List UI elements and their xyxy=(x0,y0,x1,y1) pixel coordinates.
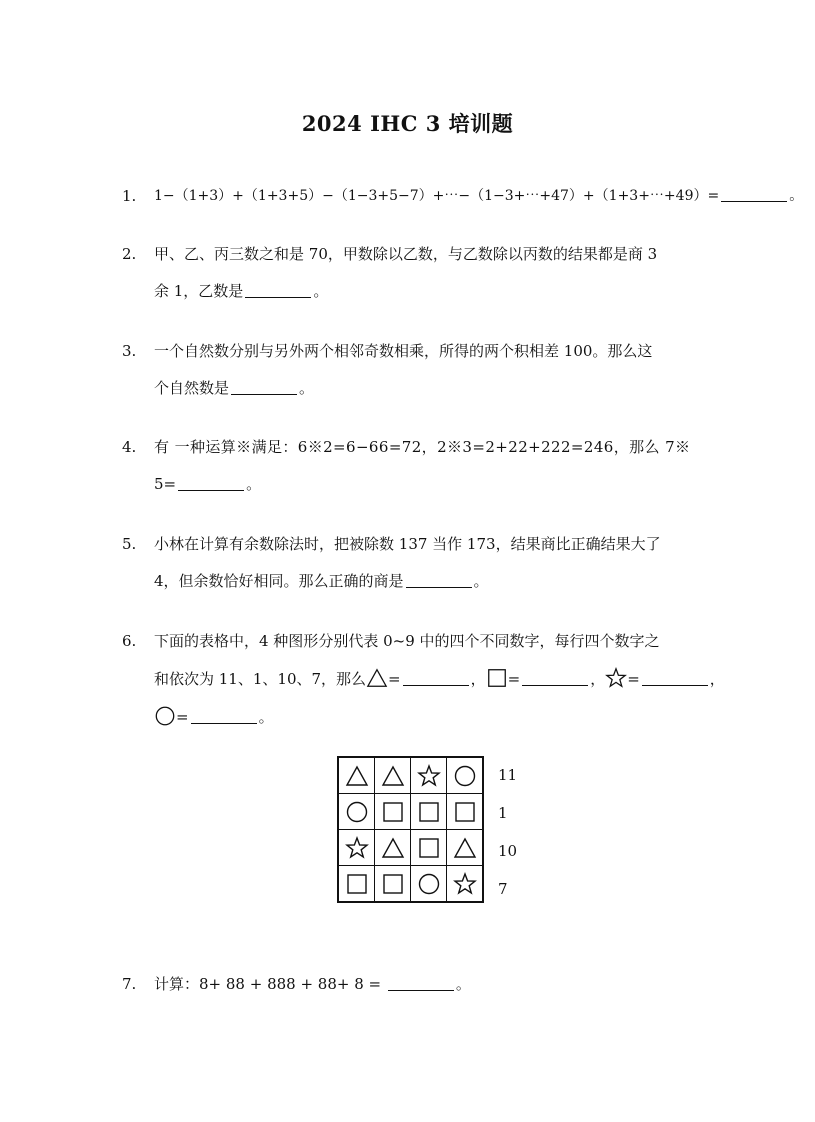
grid-cell xyxy=(338,794,375,830)
answer-blank-square xyxy=(522,667,588,686)
circle-icon xyxy=(154,705,176,727)
equals-sign: = xyxy=(627,670,640,688)
equals-sign: = xyxy=(388,670,401,688)
grid-cell xyxy=(375,757,411,794)
question-number: 6. xyxy=(122,632,137,650)
star-icon xyxy=(453,872,477,896)
square-icon xyxy=(381,800,405,824)
row-sums xyxy=(498,756,517,908)
square-icon xyxy=(486,667,508,689)
grid-cell xyxy=(447,866,484,903)
answer-blank xyxy=(178,472,244,491)
grid-cell xyxy=(447,757,484,794)
question-number: 7. xyxy=(122,975,137,993)
circle-icon xyxy=(453,764,477,788)
grid-row xyxy=(338,757,483,794)
grid-cell xyxy=(447,830,484,866)
question-line-1: 下面的表格中，4 种图形分别代表 0~9 中的四个不同数字，每行四个数字之 xyxy=(154,632,660,650)
question-text: 1−（1+3）+（1+3+5）−（1−3+5−7）+⋯−（1−3+⋯+47）+（1+3+⋯+49）= xyxy=(154,188,720,204)
equals-sign: = xyxy=(507,670,521,688)
question-line-2: 5= xyxy=(154,475,177,493)
square-icon xyxy=(453,800,477,824)
question-line-2: 和依次为 11、1、10、7，那么 xyxy=(154,670,367,688)
triangle-icon xyxy=(345,764,369,788)
row-sum: 10 xyxy=(498,842,518,860)
answer-blank xyxy=(231,376,297,395)
question-text: 计算：8+ 88 + 888 + 88+ 8 = xyxy=(154,975,386,993)
question-number: 3. xyxy=(122,342,137,360)
circle-icon xyxy=(417,872,441,896)
circle-icon xyxy=(345,800,369,824)
question-text-end: 。 xyxy=(258,708,274,726)
grid-cell xyxy=(338,830,375,866)
answer-blank xyxy=(388,972,454,991)
triangle-icon xyxy=(453,836,477,860)
question-number: 4. xyxy=(122,438,137,456)
question-line-1: 一个自然数分别与另外两个相邻奇数相乘，所得的两个积相差 100。那么这 xyxy=(154,342,653,360)
question-6 xyxy=(122,622,725,736)
star-icon xyxy=(417,764,441,788)
grid-cell xyxy=(338,757,375,794)
grid-cell xyxy=(375,830,411,866)
question-text-end: 。 xyxy=(789,188,804,204)
question-number: 1. xyxy=(122,187,137,205)
separator: ， xyxy=(590,670,606,688)
question-text-end: 。 xyxy=(246,475,262,493)
equals-sign: = xyxy=(176,708,189,726)
question-line-2: 4，但余数恰好相同。那么正确的商是 xyxy=(154,572,404,590)
triangle-icon xyxy=(381,836,405,860)
answer-blank xyxy=(721,183,787,202)
grid-cell xyxy=(411,757,447,794)
answer-blank-circle xyxy=(191,705,257,724)
grid-row xyxy=(338,866,483,903)
question-line-1: 甲、乙、丙三数之和是 70，甲数除以乙数，与乙数除以丙数的结果都是商 3 xyxy=(154,245,658,263)
question-text-end: 。 xyxy=(313,282,329,300)
grid-cell xyxy=(411,866,447,903)
square-icon xyxy=(381,872,405,896)
question-7 xyxy=(122,966,702,1003)
star-icon xyxy=(605,667,627,689)
question-5 xyxy=(122,526,702,600)
grid-row xyxy=(338,830,483,866)
question-line-2: 个自然数是 xyxy=(154,379,230,397)
answer-blank xyxy=(406,569,472,588)
grid-cell xyxy=(375,866,411,903)
square-icon xyxy=(345,872,369,896)
question-number: 5. xyxy=(122,535,137,553)
question-4 xyxy=(122,429,702,503)
star-icon xyxy=(345,836,369,860)
row-sum: 11 xyxy=(498,766,518,784)
question-2 xyxy=(122,236,702,310)
question-line-1: 小林在计算有余数除法时，把被除数 137 当作 173，结果商比正确结果大了 xyxy=(154,535,661,553)
square-icon xyxy=(417,836,441,860)
question-text-end: 。 xyxy=(299,379,315,397)
row-sum: 1 xyxy=(498,804,508,822)
grid-cell xyxy=(447,794,484,830)
triangle-icon xyxy=(366,667,388,689)
grid-cell xyxy=(411,830,447,866)
question-text-end: 。 xyxy=(473,572,489,590)
question-3 xyxy=(122,333,702,407)
page-title: 2024 IHC 3 培训题 xyxy=(301,111,514,136)
shape-table xyxy=(337,756,484,903)
question-number: 2. xyxy=(122,245,137,263)
separator: ， xyxy=(709,670,725,688)
square-icon xyxy=(417,800,441,824)
row-sum: 7 xyxy=(498,880,508,898)
grid-cell xyxy=(375,794,411,830)
grid-cell xyxy=(338,866,375,903)
grid-cell xyxy=(411,794,447,830)
answer-blank xyxy=(245,279,311,298)
shape-grid xyxy=(337,756,484,903)
question-line-2: 余 1，乙数是 xyxy=(154,282,244,300)
separator: ， xyxy=(470,670,486,688)
answer-blank-star xyxy=(642,667,708,686)
question-1 xyxy=(122,178,804,215)
grid-row xyxy=(338,794,483,830)
question-line-1: 有 一种运算※满足：6※2=6−66=72，2※3=2+22+222=246，那么 7※ xyxy=(154,438,691,456)
triangle-icon xyxy=(381,764,405,788)
question-text-end: 。 xyxy=(455,975,471,993)
answer-blank-triangle xyxy=(403,667,469,686)
